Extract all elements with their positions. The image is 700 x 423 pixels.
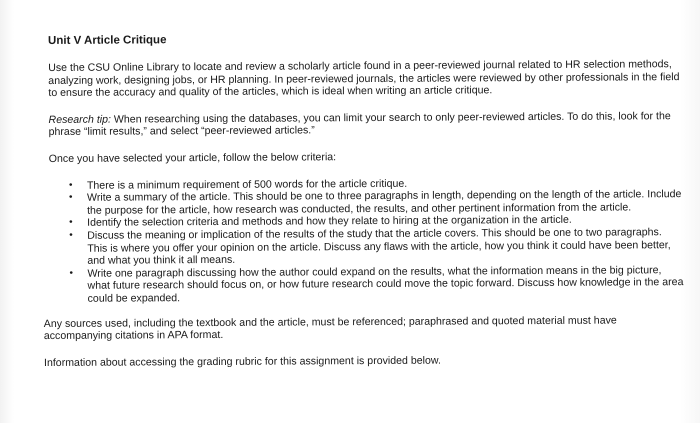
- document-content: [43, 30, 684, 369]
- bullet-icon: •: [69, 229, 73, 241]
- criteria-text: Write one paragraph discussing how the author could expand on the results, what the information means in the big picture, what future research should focus on, or how future research could move the topic forward. Discuss how knowledge in the area could be expanded.: [87, 263, 684, 305]
- research-tip-paragraph: [48, 110, 682, 139]
- bullet-icon: •: [68, 191, 73, 204]
- criteria-item: [47, 226, 683, 268]
- research-tip-text: When researching using the databases, you can limit your search to only peer-reviewed articles. To do this, look for the phrase “limit results,” and select “peer-reviewed articles.”: [48, 109, 671, 139]
- bullet-icon: •: [69, 267, 74, 279]
- criteria-item: [47, 264, 683, 306]
- criteria-list: [47, 176, 684, 306]
- intro-paragraph: Use the CSU Online Library to locate and review a scholarly article found in a peer-reviewed journal related to HR selection methods, analyzing work, designing jobs, or HR planning. In peer-reviewed journals, the articles were reviewed by other professionals in the field to ensure the accuracy and quality of the articles, which is ideal when writing an article critique.: [48, 58, 680, 100]
- sources-paragraph: Any sources used, including the textbook and the article, must be referenced; paraphrased and quoted material must have accompanying citations in APA format.: [43, 314, 617, 343]
- criteria-text: Discuss the meaning or implication of the results of the study that the article covers. This should be one to two paragraphs. This is where you offer your opinion on the article. Discuss any flaws with the article, how you think it could have been better, and what you think it all means.: [87, 226, 671, 267]
- criteria-item: [47, 188, 683, 217]
- document-title: Unit V Article Critique: [48, 34, 167, 47]
- rubric-paragraph: Information about accessing the grading rubric for this assignment is provided below.: [43, 354, 441, 369]
- research-tip-label: Research tip:: [48, 113, 111, 126]
- bullet-icon: •: [69, 217, 73, 229]
- criteria-text: There is a minimum requirement of 500 words for the article critique.: [86, 177, 408, 192]
- criteria-text: Write a summary of the article. This should be one to three paragraphs in length, depending on the length of the article. Include the purpose for the article, how research was conducted, the results, and other pertinent information from the article.: [86, 188, 682, 217]
- bullet-icon: •: [68, 179, 73, 191]
- criteria-intro: Once you have selected your article, follow the below criteria:: [48, 151, 337, 165]
- criteria-text: Identify the selection criteria and methods and how they relate to hiring at the organization in the article.: [87, 214, 572, 230]
